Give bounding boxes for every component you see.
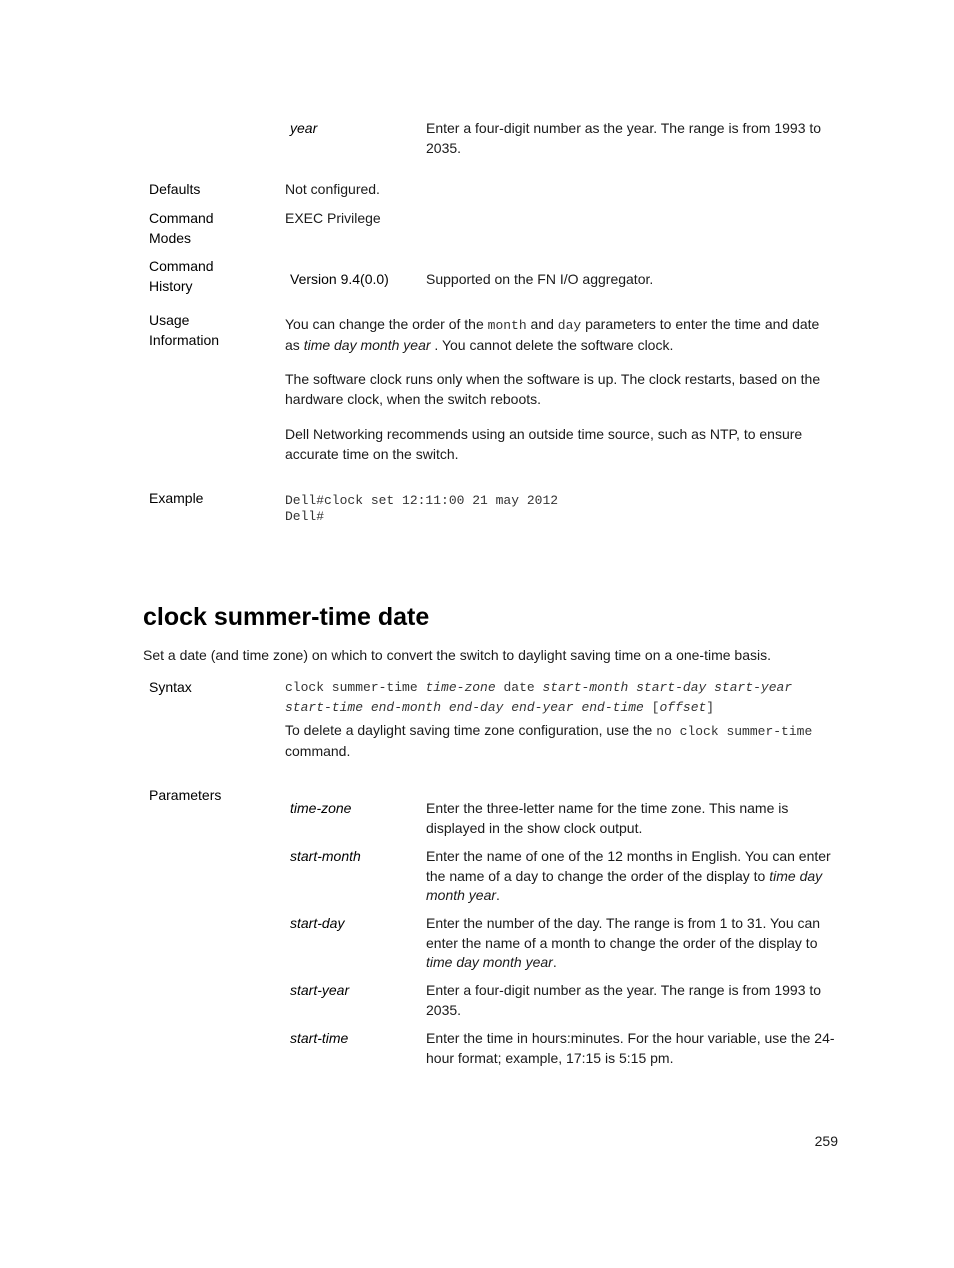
section-title: clock summer-time date: [143, 603, 430, 631]
history-version: Version 9.4(0.0): [290, 271, 389, 287]
usage-label: Usage Information: [149, 312, 220, 348]
usage-paragraph-1: You can change the order of the month and day parameters to enter the time and date as time day month year . You cannot delete the software clock.: [285, 316, 820, 353]
example-label: Example: [149, 490, 204, 506]
command-modes-value: EXEC Privilege: [285, 210, 381, 226]
history-desc: Supported on the FN I/O aggregator.: [426, 271, 654, 287]
command-modes-label: Command Modes: [149, 210, 214, 246]
param-name-time-zone: time-zone: [290, 800, 352, 816]
command-history-label: Command History: [149, 258, 214, 294]
param-desc-start-year: Enter a four-digit number as the year. The range is from 1993 to 2035.: [426, 982, 822, 1018]
section-intro: Set a date (and time zone) on which to convert the switch to daylight saving time on a one-time basis.: [143, 647, 771, 663]
param-name-start-year: start-year: [290, 982, 350, 998]
parameters-label: Parameters: [149, 787, 222, 803]
defaults-label: Defaults: [149, 181, 201, 197]
page-number: 259: [814, 1133, 838, 1149]
param-desc-year: Enter a four-digit number as the year. The range is from 1993 to 2035.: [426, 120, 822, 156]
param-name-start-time: start-time: [290, 1030, 349, 1046]
example-code-line-1: Dell#clock set 12:11:00 21 may 2012: [285, 493, 559, 508]
example-code-line-2: Dell#: [285, 509, 325, 524]
param-name-start-month: start-month: [290, 848, 361, 864]
param-desc-time-zone: Enter the three-letter name for the time zone. This name is displayed in the show clock output.: [426, 800, 789, 836]
defaults-value: Not configured.: [285, 181, 380, 197]
param-desc-start-day: Enter the number of the day. The range is from 1 to 31. You can enter the name of a month to change the order of the display to time day month year.: [426, 915, 821, 970]
syntax-label: Syntax: [149, 679, 192, 695]
param-name-year: year: [290, 120, 318, 136]
param-desc-start-time: Enter the time in hours:minutes. For the hour variable, use the 24-hour format; example, 17:15 is 5:15 pm.: [426, 1030, 835, 1066]
syntax-note: To delete a daylight saving time zone configuration, use the no clock summer-time command.: [285, 722, 813, 759]
param-name-start-day: start-day: [290, 915, 345, 931]
usage-paragraph-2: The software clock runs only when the software is up. The clock restarts, based on the hardware clock, when the switch reboots.: [285, 371, 821, 407]
usage-paragraph-3: Dell Networking recommends using an outside time source, such as NTP, to ensure accurate time on the switch.: [285, 426, 803, 462]
syntax-command: clock summer-time time-zone date start-month start-day start-year start-time end-month end-day end-year end-time [offset]: [285, 680, 793, 715]
param-desc-start-month: Enter the name of one of the 12 months in English. You can enter the name of a day to change the order of the display to time day month year.: [426, 848, 831, 903]
